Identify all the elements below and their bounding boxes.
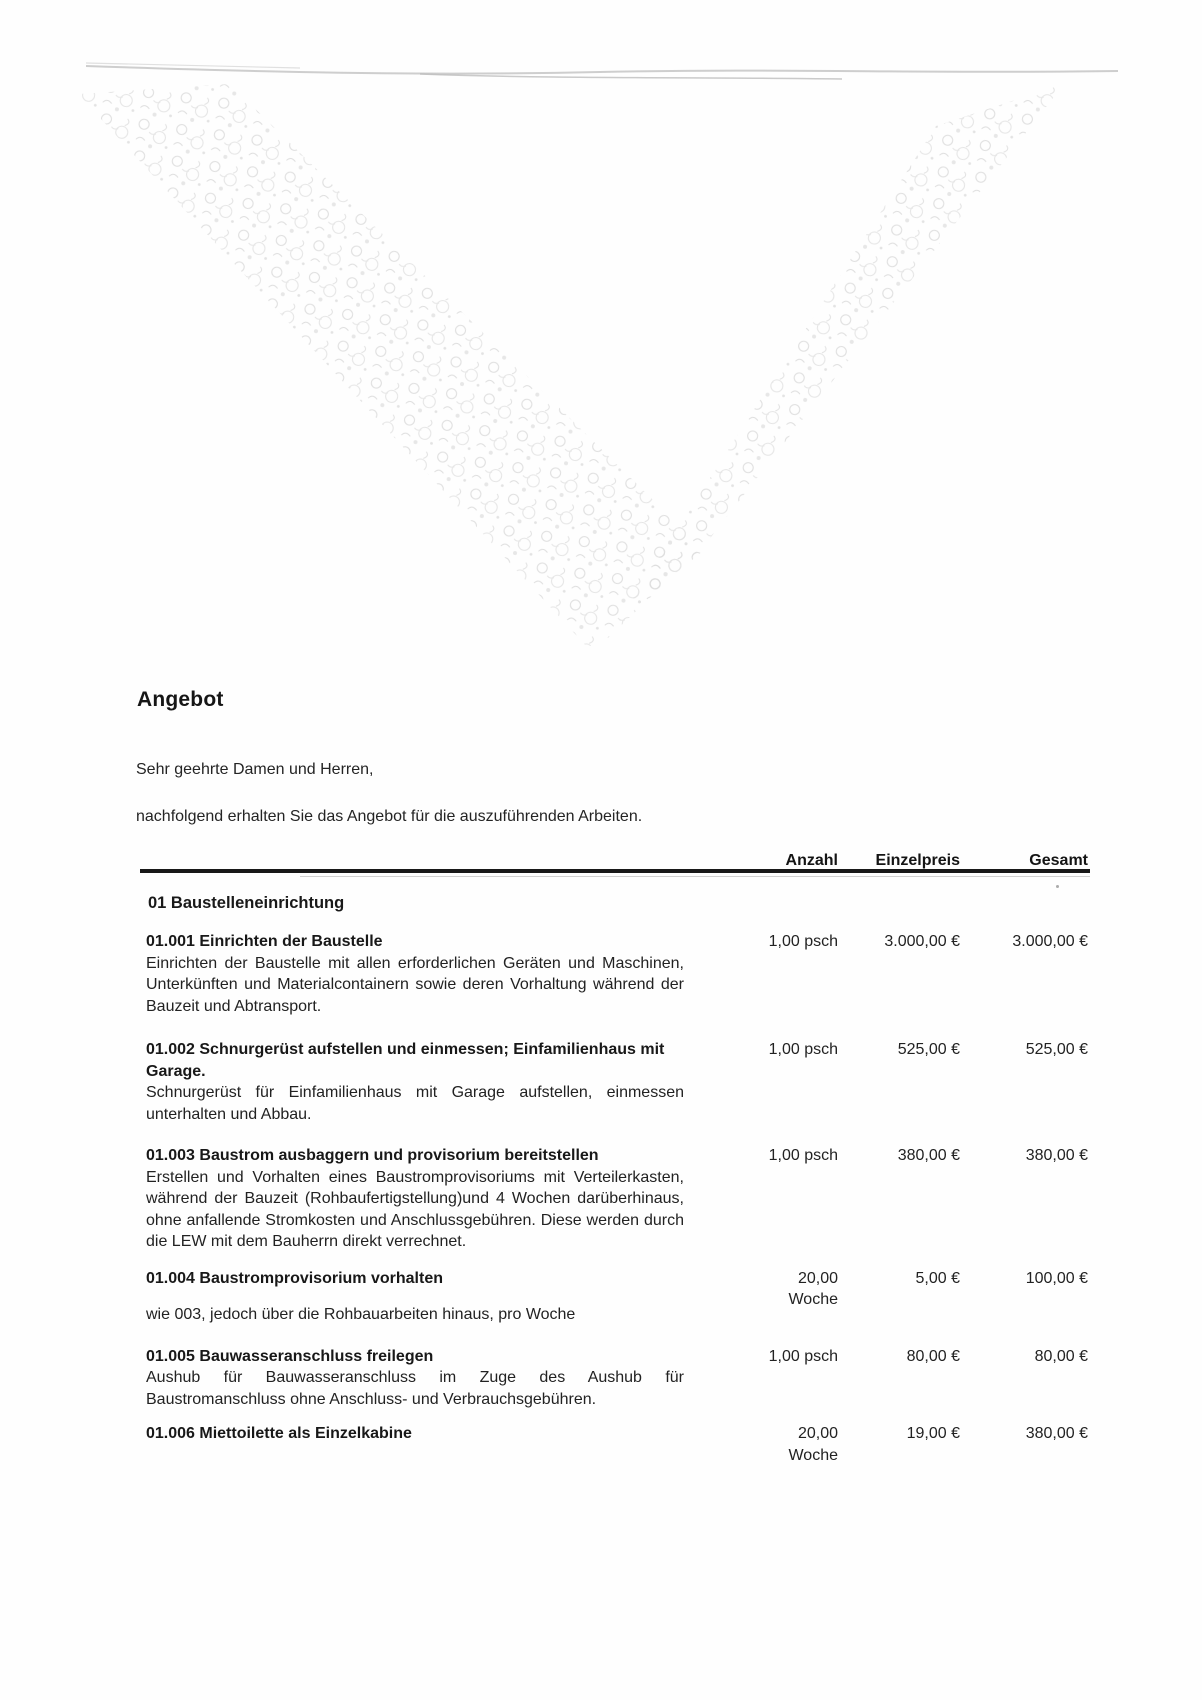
- einzelpreis-value: 3.000,00 €: [884, 933, 960, 950]
- gesamt-value: 3.000,00 €: [1012, 933, 1088, 950]
- anzahl-unit: Woche: [788, 1291, 838, 1308]
- watermark-v-pattern: [0, 0, 1202, 700]
- anzahl-value: 20,00: [797, 1269, 838, 1287]
- item-heading: 01.005 Bauwasseranschluss freilegen: [146, 1347, 434, 1365]
- einzelpreis-value: 19,00 €: [906, 1425, 960, 1442]
- table-row: [146, 1145, 1088, 1253]
- gesamt-value: 380,00 €: [1025, 1425, 1088, 1442]
- item-description: Erstellen und Vorhalten eines Baustromprovisoriums mit Verteilerkasten, während der Bauzeit (Rohbaufertigstellung)und 4 Wochen darüberhinaus, ohne anfallende Stromkosten und Anschlussgebühren. Diese werden durch die LEW mit dem Bauherrn direkt verrechnet.: [146, 1168, 684, 1250]
- section-heading: 01 Baustelleneinrichtung: [148, 894, 345, 912]
- einzelpreis-value: 525,00 €: [897, 1041, 960, 1058]
- anzahl-value: 20,00: [797, 1425, 838, 1442]
- offer-table: [146, 851, 1088, 1466]
- anzahl-value: 1,00 psch: [768, 1347, 838, 1365]
- item-description: wie 003, jedoch über die Rohbauarbeiten hinaus, pro Woche: [146, 1306, 576, 1323]
- greeting-line: Sehr geehrte Damen und Herren,: [136, 761, 374, 778]
- table-row: [146, 1423, 1088, 1466]
- gesamt-value: 80,00 €: [1034, 1347, 1088, 1365]
- table-row: [146, 1346, 1088, 1411]
- intro-line: nachfolgend erhalten Sie das Angebot für die auszuführenden Arbeiten.: [136, 808, 643, 825]
- column-header-gesamt: Gesamt: [1029, 852, 1088, 869]
- item-description: Schnurgerüst für Einfamilienhaus mit Garage aufstellen, einmessen unterhalten und Abbau.: [146, 1084, 684, 1123]
- item-description: Einrichten der Baustelle mit allen erforderlichen Geräten und Maschinen, Unterkünften und Materialcontainern sowie deren Vorhaltung während der Bauzeit und Abtransport.: [146, 954, 684, 1015]
- item-heading: 01.001 Einrichten der Baustelle: [146, 933, 383, 950]
- anzahl-value: 1,00 psch: [768, 1041, 838, 1058]
- item-heading: 01.003 Baustrom ausbaggern und provisorium bereitstellen: [146, 1147, 599, 1164]
- column-header-anzahl: Anzahl: [785, 852, 838, 869]
- column-header-description: [146, 851, 688, 870]
- einzelpreis-value: 380,00 €: [897, 1147, 960, 1164]
- anzahl-value: 1,00 psch: [768, 933, 838, 950]
- item-heading: 01.002 Schnurgerüst aufstellen und einmessen; Einfamilienhaus mit Garage.: [146, 1041, 665, 1080]
- table-row: [146, 1039, 1088, 1125]
- table-header-row: [146, 851, 1088, 870]
- gesamt-value: 100,00 €: [1025, 1269, 1088, 1287]
- anzahl-unit: Woche: [788, 1446, 838, 1464]
- item-description: Aushub für Bauwasseranschluss im Zuge des Aushub für Baustromanschluss ohne Anschluss- und Verbrauchsgebühren.: [146, 1369, 684, 1408]
- gesamt-value: 380,00 €: [1025, 1147, 1088, 1164]
- einzelpreis-value: 80,00 €: [906, 1347, 960, 1365]
- anzahl-value: 1,00 psch: [768, 1147, 838, 1164]
- table-row: [146, 931, 1088, 1017]
- gesamt-value: 525,00 €: [1025, 1041, 1088, 1058]
- column-header-einzelpreis: Einzelpreis: [875, 852, 960, 869]
- einzelpreis-value: 5,00 €: [915, 1269, 960, 1287]
- document-title: Angebot: [137, 688, 224, 711]
- item-heading: 01.004 Baustromprovisorium vorhalten: [146, 1269, 443, 1287]
- table-row: [146, 1268, 1088, 1326]
- item-heading: 01.006 Miettoilette als Einzelkabine: [146, 1425, 412, 1442]
